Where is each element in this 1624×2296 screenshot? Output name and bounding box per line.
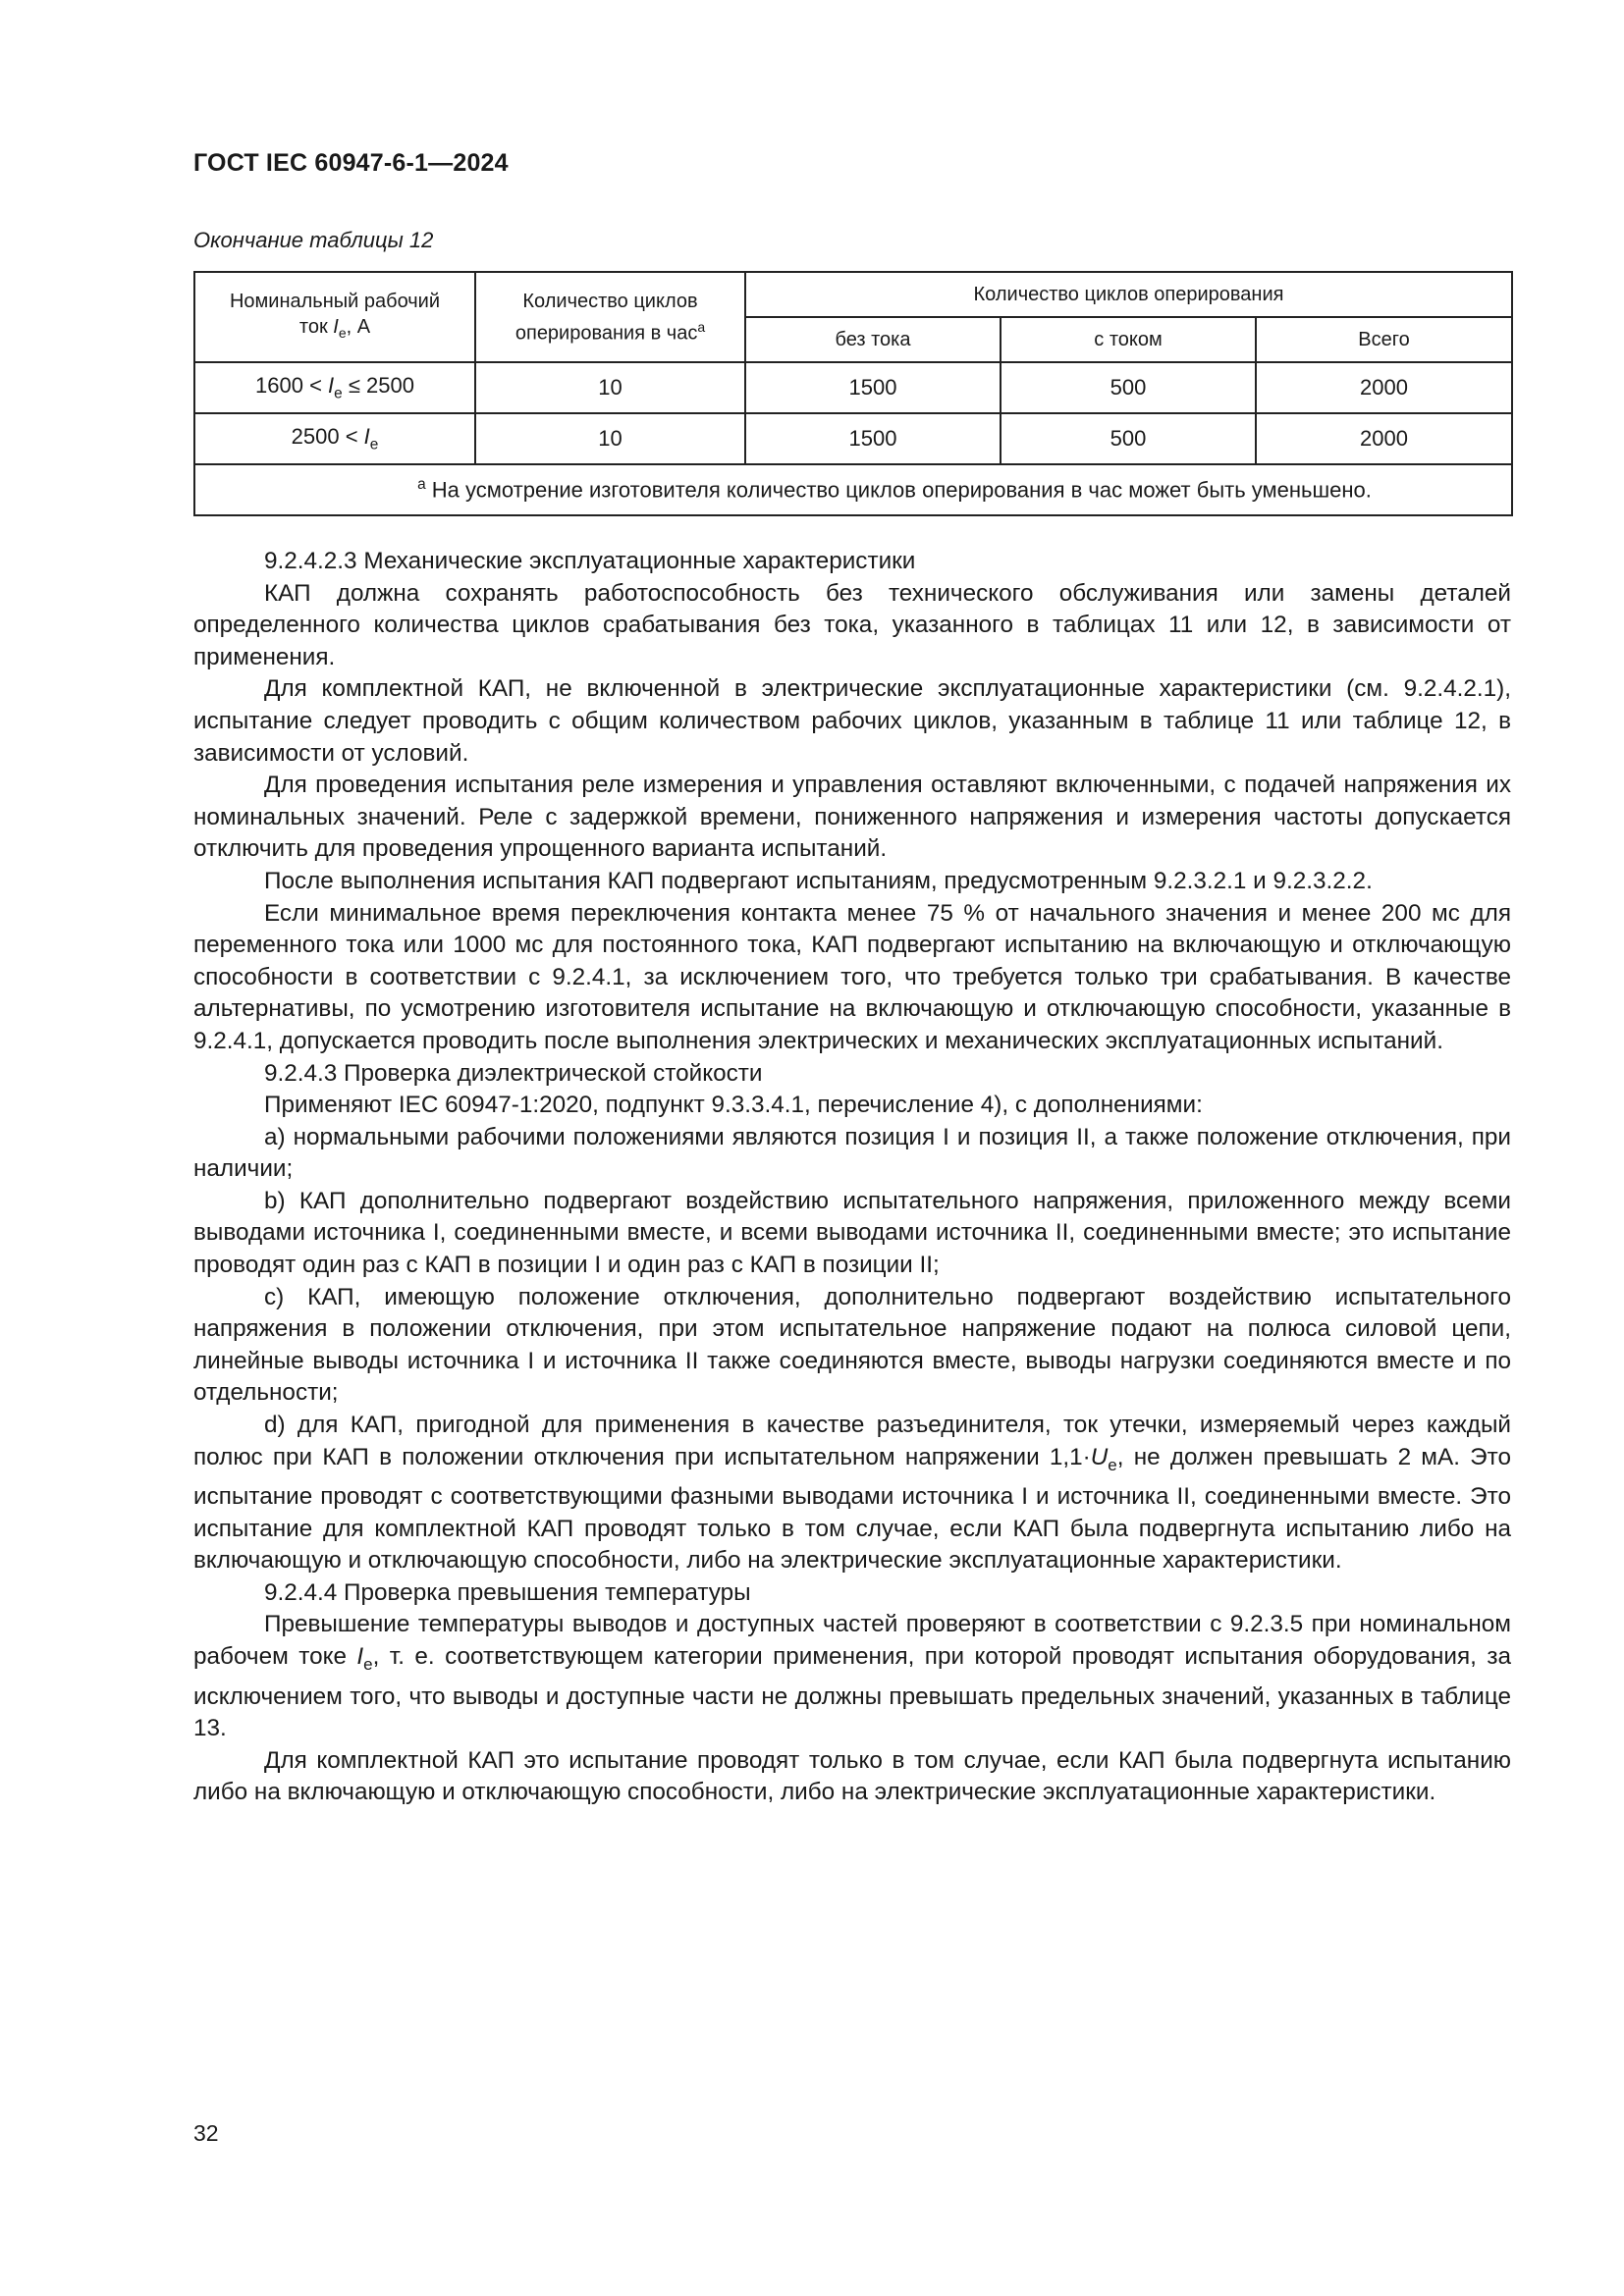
table-row: [194, 362, 1512, 413]
table-row: [194, 413, 1512, 464]
header-total: Всего: [1256, 317, 1512, 362]
table-footnote: $^а$ На усмотрение изготовителя количество циклов оперирования в час может быть уменьшено.: [194, 464, 1512, 515]
header-with-current: с током: [1001, 317, 1256, 362]
cell-current-range: $2500 < I_e$: [194, 413, 475, 464]
paragraph: Для комплектной КАП это испытание проводят только в том случае, если КАП была подвергнута испытанию либо на включающую и отключающую способности, либо на электрические эксплуатационные характеристики.: [193, 1746, 1511, 1806]
paragraph: Для комплектной КАП, не включенной в электрические эксплуатационные характеристики (см. 9.2.4.2.1), испытание следует проводить с общим количеством рабочих циклов, указанным в таблице 11 или таблице 12, в зависимости от условий.: [193, 675, 1511, 767]
header-no-current: без тока: [745, 317, 1001, 362]
header-cycles-per-hour: Количество циклов оперирования в час$^а$: [475, 272, 745, 362]
paragraph: Применяют IEC 60947-1:2020, подпункт 9.3.3.4.1, перечисление 4), с дополнениями:: [264, 1092, 1203, 1119]
cell-per-hour: 10: [475, 413, 745, 464]
cell-with-current: 500: [1001, 362, 1256, 413]
section-heading: 9.2.4.2.3 Механические эксплуатационные характеристики: [264, 548, 916, 574]
section-heading: 9.2.4.3 Проверка диэлектрической стойкости: [264, 1059, 763, 1087]
paragraph: Для проведения испытания реле измерения и управления оставляют включенными, с подачей напряжения их номинальных значений. Реле с задержкой времени, пониженного напряжения и измерения частоты допускается отключить для проведения упрощенного варианта испытаний.: [193, 772, 1511, 863]
page-number: 32: [193, 2120, 219, 2146]
paragraph: После выполнения испытания КАП подвергают испытаниям, предусмотренным 9.2.3.2.1 и 9.2.3.2.2.: [264, 867, 1373, 894]
cell-per-hour: 10: [475, 362, 745, 413]
list-item: d) для КАП, пригодной для применения в качестве разъединителя, ток утечки, измеряемый через каждый полюс при КАП в положении отключения при испытательном напряжении $1,1\cdot U_e$, не должен превышать 2 мА. Это испытание проводят с соответствующими фазными выводами источника I и источника II, соединенными вместе. Это испытание для комплектной КАП проводят только в том случае, если КАП была подвергнута испытанию либо на включающую и отключающую способности, либо на электрические эксплуатационные характеристики.: [193, 1412, 1511, 1575]
list-item: c) КАП, имеющую положение отключения, дополнительно подвергают воздействию испытательного напряжения в положении отключения, при этом испытательное напряжение подают на полюса силовой цепи, линейные выводы источника I и источника II также соединяются вместе, выводы нагрузки соединяются вместе и по отдельности;: [193, 1283, 1511, 1407]
section-heading: 9.2.4.4 Проверка превышения температуры: [264, 1578, 751, 1606]
list-item: a) нормальными рабочими положениями являются позиция I и позиция II, а также положение отключения, при наличии;: [193, 1123, 1511, 1183]
cell-no-current: 1500: [745, 413, 1001, 464]
table-12: [193, 271, 1513, 516]
cell-no-current: 1500: [745, 362, 1001, 413]
cell-total: 2000: [1256, 362, 1512, 413]
cell-with-current: 500: [1001, 413, 1256, 464]
header-rated-current: Номинальный рабочий ток $I_e$, А: [194, 272, 475, 362]
cell-current-range: $1600 < I_e \le 2500$: [194, 362, 475, 413]
cell-total: 2000: [1256, 413, 1512, 464]
paragraph: Если минимальное время переключения контакта менее 75 % от начального значения и менее 200 мс для переменного тока или 1000 мс для постоянного тока, КАП подвергают испытанию на включающую и отключающую способности в соответствии с 9.2.4.1, за исключением того, что требуется только три срабатывания. В качестве альтернативы, по усмотрению изготовителя испытание на включающую и отключающую способности, указанные в 9.2.4.1, допускается проводить после выполнения электрических и механических эксплуатационных испытаний.: [193, 899, 1511, 1054]
list-item: b) КАП дополнительно подвергают воздействию испытательного напряжения, приложенного между всеми выводами источника I, соединенными вместе, и всеми выводами источника II, соединенными вместе; это испытание проводят один раз с КАП в позиции I и один раз с КАП в позиции II;: [193, 1187, 1511, 1279]
paragraph: КАП должна сохранять работоспособность без технического обслуживания или замены деталей определенного количества циклов срабатывания без тока, указанного в таблицах 11 или 12, в зависимости от применения.: [193, 579, 1511, 670]
header-operating-cycles: Количество циклов оперирования: [745, 272, 1512, 317]
document-code: ГОСТ IEC 60947-6-1—2024: [193, 149, 509, 177]
table-caption: Окончание таблицы 12: [193, 228, 434, 252]
paragraph: Превышение температуры выводов и доступных частей проверяют в соответствии с 9.2.3.5 при номинальном рабочем токе $I_e$, т. е. соответствующем категории применения, при которой проводят испытания оборудования, за исключением того, что выводы и доступные части не должны превышать предельных значений, указанных в таблице 13.: [193, 1611, 1511, 1742]
body-text: [193, 546, 1511, 1809]
